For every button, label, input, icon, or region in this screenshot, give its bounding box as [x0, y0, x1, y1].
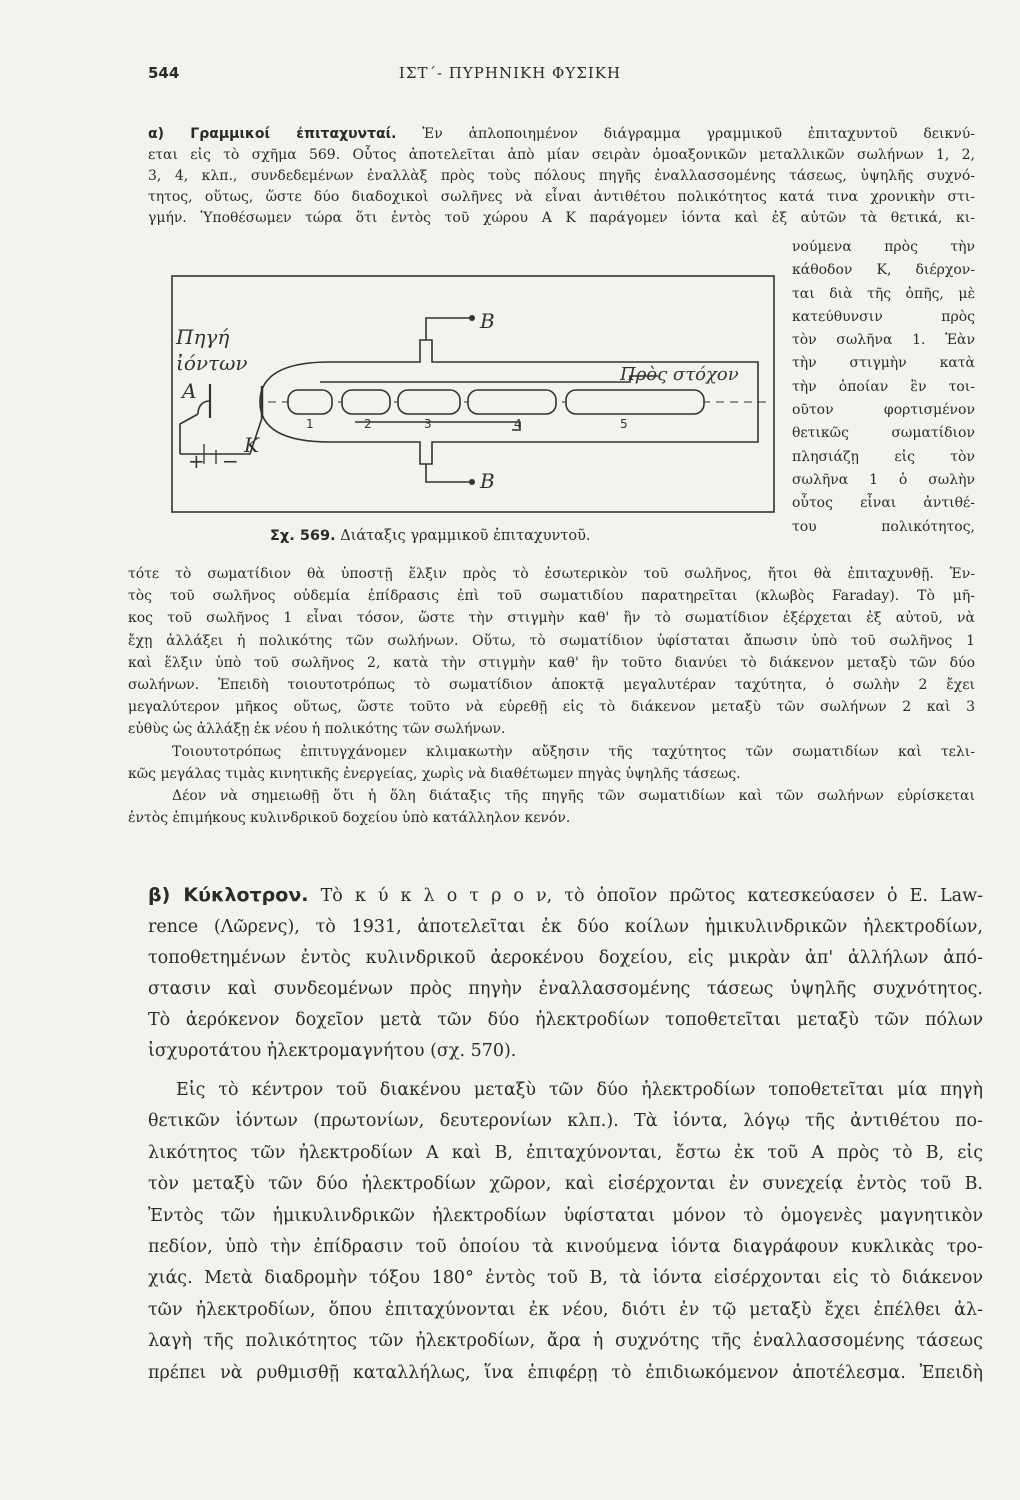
text-line: λικότητος τῶν ἠλεκτροδίων Α καὶ Β, ἐπιταχύνονται, ἔστω ἐκ τοῦ Α πρὸς τὸ Β, εἰς [148, 1142, 983, 1163]
text-line: τὴν ὁποίαν ἓν τοι- [792, 378, 975, 395]
text-line: κος τοῦ σωλῆνος 1 εἶναι τόσον, ὥστε τὴν στιγμὴν καθ' ἣν τὸ σωματίδιον ἐξέρχεται ἐξ αὐτοῦ, νὰ [128, 610, 975, 627]
text-line: ἐντὸς ἐπιμήκους κυλινδρικοῦ δοχείου ὑπὸ κατάλληλον κενόν. [128, 810, 571, 827]
section-a-heading: α) Γραμμικοί ἐπιταχυνταί. [148, 126, 397, 142]
text-line: τὸν σωλῆνα 1. Ἐὰν [792, 332, 975, 349]
battery-wire-left [180, 414, 198, 454]
text-line: του πολικότητος, [792, 518, 975, 535]
text-line: ἰσχυροτάτου ἠλεκτρομαγνήτου (σχ. 570). [148, 1041, 517, 1061]
drift-tube-1 [288, 390, 332, 414]
text-line: θετικῶν ἰόντων (πρωτονίων, δευτερονίων κλπ.). Τὰ ἰόντα, λόγῳ τῆς ἀντιθέτου πο- [148, 1111, 983, 1132]
text-line: πλησιάζῃ εἰς τὸν [792, 448, 975, 465]
text-line: εὐθὺς ὡς ἀλλάξῃ ἐκ νέου ἡ πολικότης τῶν σωλήνων. [128, 721, 506, 738]
text-line: τὸν μεταξὺ τῶν δύο ἠλεκτροδίων χῶρον, καὶ εἰσέρχονται ἐν συνεχείᾳ ἐντὸς τοῦ Β. [148, 1174, 983, 1195]
text-line: οῦτον φορτισμένον [792, 402, 975, 419]
text-line: κατεύθυνσιν πρὸς [792, 308, 975, 325]
text-line: στασιν καὶ συνδεομένων πρὸς πηγὴν ἐναλλασσομένης τάσεως ὑψηλῆς συχνότητος. [148, 979, 983, 999]
text-line: rence (Λῶρενς), τὸ 1931, ἀποτελεῖται ἐκ δύο κοίλων ἡμικυλινδρικῶν ἠλεκτροδίων, [148, 917, 983, 937]
label-B-top: B [480, 309, 495, 333]
text-line: εται εἰς τὸ σχῆμα 569. Οὗτος ἀποτελεῖται ἀπὸ μίαν σειρὰν ὁμοαξονικῶν μεταλλικῶν σωλήνων 1, 2, [148, 147, 975, 163]
text-line: θετικῶς σωματίδιον [792, 425, 975, 442]
section-a-body [128, 563, 975, 829]
text-line: κῶς μεγάλας τιμὰς κινητικῆς ἐνεργείας, χωρὶς νὰ διαθέτωμεν πηγὰς ὑψηλῆς τάσεως. [128, 765, 741, 782]
label-target: Πρὸς στόχον [620, 364, 739, 385]
text-line: Δέον νὰ σημειωθῇ ὅτι ἡ ὅλη διάταξις τῆς πηγῆς τῶν σωματιδίων καὶ τῶν σωλήνων εὑρίσκεται [172, 788, 975, 805]
caption-text: Διάταξις γραμμικοῦ ἐπιταχυντοῦ. [340, 528, 591, 544]
tube-number-1: 1 [306, 417, 314, 431]
label-A: A [182, 379, 197, 403]
text-line: ται διὰ τῆς ὀπῆς, μὲ [792, 285, 975, 302]
text-line: Ἐντὸς τῶν ἡμικυλινδρικῶν ἠλεκτροδίων ὑφίσταται μόνον τὸ ὁμογενὲς μαγνητικὸν [148, 1205, 983, 1226]
terminal-B-top [469, 315, 475, 321]
text-line: νούμενα πρὸς τὴν [792, 239, 975, 255]
text-line: χιάς. Μετὰ διαδρομὴν τόξου 180° ἐντὸς τοῦ Β, τὰ ἰόντα εἰσέρχονται εἰς τὸ διάκενον [148, 1268, 983, 1289]
label-source-line2: ἰόντων [176, 351, 248, 375]
tube-number-5: 5 [620, 417, 628, 431]
text-line: κάθοδον Κ, διέρχον- [792, 262, 975, 279]
section-a-top [148, 124, 975, 229]
text-line: σωλῆνα 1 ὁ σωλὴν [792, 471, 975, 488]
tube-number-3: 3 [424, 417, 432, 431]
text-line: τοποθετημένων ἐντὸς κυλινδρικοῦ ἀεροκένου δοχείου, εἰς μικρὰν ἀπ' ἀλλήλων ἀπό- [148, 948, 983, 968]
lead-B-top [426, 318, 472, 340]
bus-line-top [320, 376, 658, 382]
text-line: τητος, οὕτως, ὥστε δύο διαδοχικοὶ σωλῆνες νὰ εἶναι ἀντιθέτου πολικότητος κατά τινα χρονικὴν στι- [148, 189, 975, 205]
text-line: καὶ ἕλξιν ὑπὸ τοῦ σωλῆνος 2, κατὰ τὴν στιγμὴν καθ' ἣν τοῦτο διανύει τὸ διάκενον μεταξὺ τῶν δύο [128, 654, 975, 671]
linear-accelerator-diagram [170, 274, 780, 514]
source-wire [198, 401, 210, 414]
drift-tube-5 [566, 390, 704, 414]
text-line: μεγαλύτερον μῆκος οὕτως, ὥστε τοῦτο νὰ εὑρεθῇ εἰς τὸ διάκενον μεταξὺ τῶν σωλήνων 2 καὶ 3 [128, 699, 975, 716]
figure-caption [270, 528, 591, 544]
tube-number-4: 4 [514, 417, 522, 431]
text-line: τότε τὸ σωματίδιον θὰ ὑποστῇ ἕλξιν πρὸς τὸ ἐσωτερικὸν τοῦ σωλῆνος, ἤτοι θὰ ἐπιταχυνθῇ. Ἐν- [128, 566, 975, 582]
tube-number-2: 2 [364, 417, 372, 431]
text-line: λαγὴ τῆς πολικότητος τῶν ἠλεκτροδίων, ἄρα ἡ συχνότης τῆς ἐναλλασσομένης τάσεως [148, 1331, 983, 1352]
text-line: α) Γραμμικοί ἐπιταχυνταί. Ἐν ἁπλοποιημένον διάγραμμα γραμμικοῦ ἐπιταχυντοῦ δεικνύ- [148, 126, 976, 142]
text-line: γμήν. Ὑποθέσωμεν τώρα ὅτι ἐντὸς τοῦ χώρου Α Κ παράγομεν ἰόντα καὶ ἐξ αὐτῶν τὰ θετικά, κι- [148, 210, 975, 226]
label-plus: + [188, 449, 205, 473]
text-line: 3, 4, κλπ., συνδεδεμένων ἐναλλὰξ πρὸς τοὺς πόλους πηγῆς ἐναλλασσομένης τάσεως, ὑψηλῆς συχνό- [148, 168, 975, 184]
text-line: οὗτος εἶναι ἀντιθέ- [792, 495, 975, 512]
section-b-body [148, 880, 983, 1067]
text-line: τὴν στιγμὴν κατὰ [792, 355, 975, 372]
running-title: ΙΣΤ΄- ΠΥΡΗΝΙΚΗ ΦΥΣΙΚΗ [398, 64, 622, 82]
text-line: πρέπει νὰ ρυθμισθῇ καταλλήλως, ἵνα ἐπιφέρῃ τὸ ἐπιδιωκόμενον ἀποτέλεσμα. Ἐπειδὴ [148, 1362, 983, 1383]
text-line: σωλήνων. Ἐπειδὴ τοιουτοτρόπως τὸ σωματίδιον ἀποκτᾷ μεγαλυτέραν ταχύτητα, ὁ σωλὴν 2 ἔχει [128, 677, 975, 694]
text-line: Εἰς τὸ κέντρον τοῦ διακένου μεταξὺ τῶν δύο ἠλεκτροδίων τοποθετεῖται μία πηγὴ [176, 1080, 983, 1100]
text-line: Τὸ ἀερόκενον δοχεῖον μετὰ τῶν δύο ἠλεκτροδίων τοποθετεῖται μεταξὺ τῶν πόλων [148, 1010, 983, 1030]
text-line: ἔχῃ ἀλλάξει ἡ πολικότης τῶν σωλήνων. Οὕτω, τὸ σωματίδιον ὑφίσταται ἄπωσιν ὑπὸ τοῦ σωλῆνος 1 [128, 632, 975, 649]
section-b-para2 [148, 1075, 983, 1389]
side-column [792, 236, 975, 539]
label-source-line1: Πηγή [176, 325, 230, 349]
text-line: Τοιουτοτρόπως ἐπιτυγχάνομεν κλιμακωτὴν αὔξησιν τῆς ταχύτητος τῶν σωματιδίων καὶ τελι- [172, 743, 975, 760]
text-line: β) Κύκλοτρον. Τὸ κ ύ κ λ ο τ ρ ο ν, τὸ ὁποῖον πρῶτος κατεσκεύασεν ὁ Ε. Law- [148, 884, 984, 906]
caption-number: Σχ. 569. [270, 528, 336, 544]
label-K: K [244, 433, 259, 457]
drift-tube-3 [398, 390, 460, 414]
lead-B-bottom [426, 464, 472, 482]
label-B-bottom: B [480, 469, 495, 493]
bus-line-bottom [355, 422, 520, 430]
drift-tube-2 [342, 390, 390, 414]
page-number: 544 [148, 64, 180, 82]
label-minus: − [222, 449, 239, 473]
section-b-heading: β) Κύκλοτρον. [148, 884, 309, 906]
drift-tube-4 [468, 390, 556, 414]
text-line: τὸς τοῦ σωλῆνος οὐδεμία ἐπίδρασις ἐπὶ τοῦ σωματιδίου παρατηρεῖται (κλωβὸς Faraday). Τὸ μῆ- [128, 588, 975, 605]
terminal-B-bottom [469, 479, 475, 485]
text-line: πεδίον, ὑπὸ τὴν ἐπίδρασιν τοῦ ὁποίου τὰ κινούμενα ἰόντα διαγράφουν κυκλικὰς τρο- [148, 1237, 983, 1258]
text-line: τῶν ἠλεκτροδίων, ὅπου ἐπιταχύνονται ἐκ νέου, διότι ἐν τῷ μεταξὺ ἔχει ἐπέλθει ἀλ- [148, 1299, 983, 1320]
